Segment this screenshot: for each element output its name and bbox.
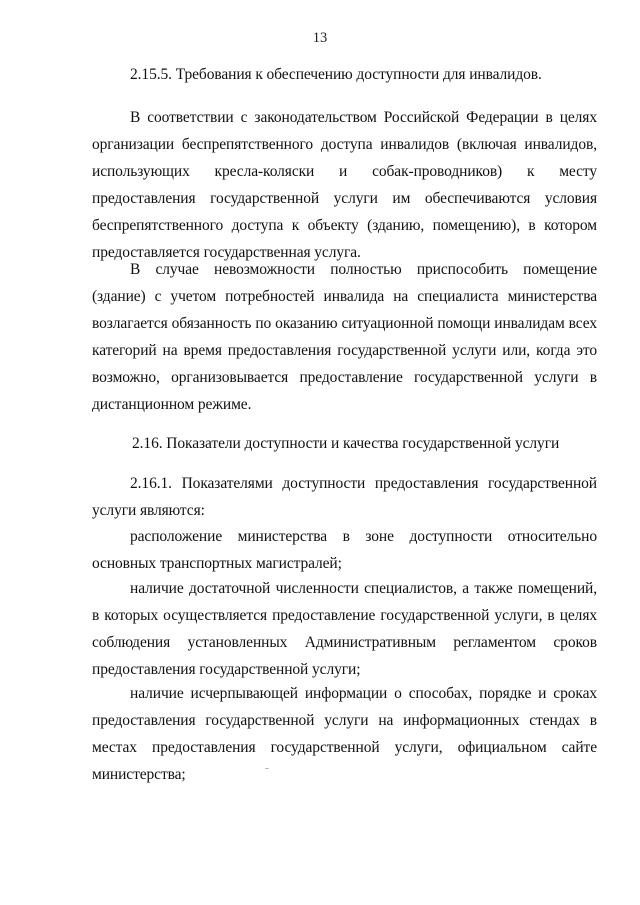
section-2-15-5-paragraph-2: В случае невозможности полностью приспособить помещение (здание) с учетом потребностей инвалида на специалиста министерства возлагается обязанность по оказанию ситуационной помощи инвалидам всех категорий на время предоставления государственной услуги или, когда это возможно, организовывается предоставление государственной услуги в дистанционном режиме. bbox=[92, 261, 597, 413]
page-number: 13 bbox=[312, 30, 328, 46]
list-item-location: расположение министерства в зоне доступности относительно основных транспортных магистралей; bbox=[92, 528, 597, 572]
section-2-15-5-heading: 2.15.5. Требования к обеспечению доступности для инвалидов. bbox=[130, 66, 542, 83]
section-2-16-heading: 2.16. Показатели доступности и качества государственной услуги bbox=[132, 435, 560, 452]
section-2-15-5-paragraph-1: В соответствии с законодательством Российской Федерации в целях организации беспрепятственного доступа инвалидов (включая инвалидов, использующих кресла-коляски и собак-проводников) к месту предоставления государственной услуги им обеспечиваются условия беспрепятственного доступа к объекту (зданию, помещению), в котором предоставляется государственная услуга. bbox=[92, 109, 597, 261]
scan-mark bbox=[265, 768, 269, 769]
list-item-information: наличие исчерпывающей информации о способах, порядке и сроках предоставления государственной услуги на информационных стендах в местах предоставления государственной услуги, официальном сайте министерства; bbox=[92, 685, 597, 783]
section-2-16-1-intro: 2.16.1. Показателями доступности предоставления государственной услуги являются: bbox=[92, 475, 597, 519]
list-item-staff-premises: наличие достаточной численности специалистов, а также помещений, в которых осуществляется предоставление государственной услуги, в целях соблюдения установленных Административным регламентом сроков предоставления государственной услуги; bbox=[92, 580, 597, 678]
